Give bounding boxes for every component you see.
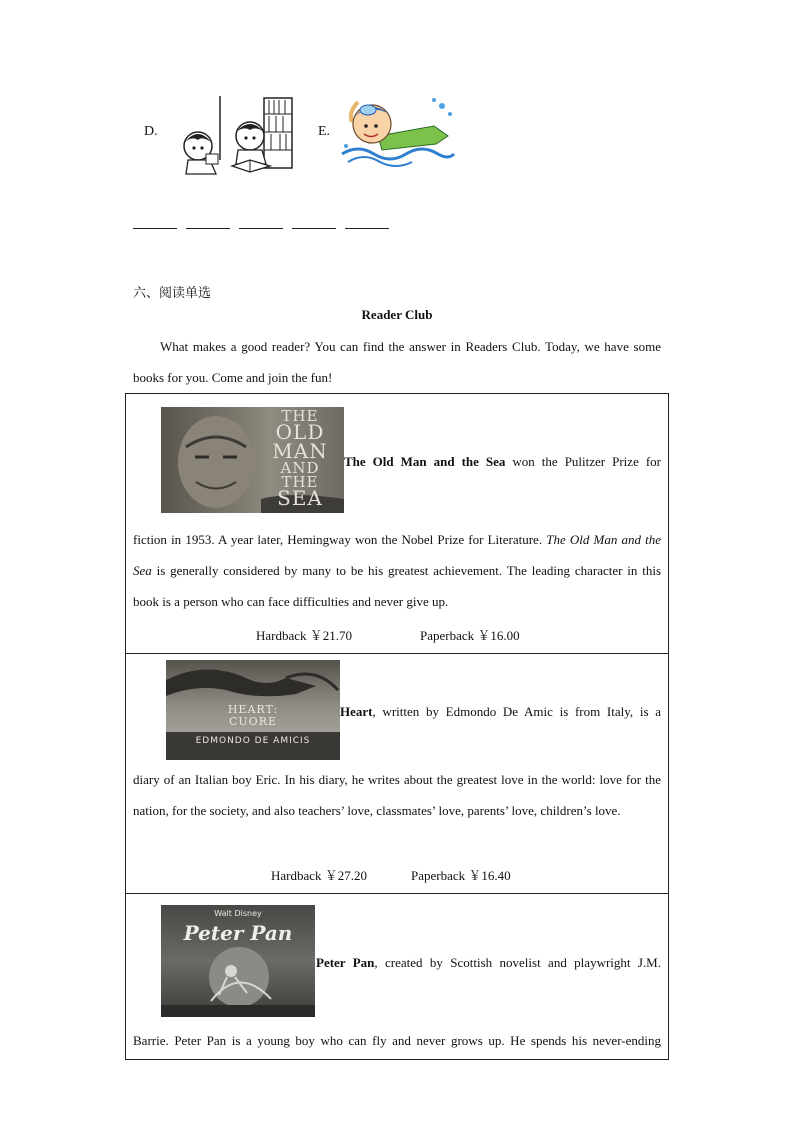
cover-word: HEART: (227, 703, 279, 716)
book1-lead (344, 446, 661, 477)
cover-word: THE (281, 407, 319, 425)
cover-studio: Walt Disney (214, 909, 262, 918)
book2-hardback-price: Hardback ￥27.20 (271, 868, 368, 883)
book1-title: The Old Man and the Sea (344, 454, 506, 469)
book1-body-b: is generally considered by many to be his greatest achievement. The leading character in this book is a person who can face difficulties and never give up. (133, 563, 661, 609)
answer-blank-5[interactable] (345, 228, 389, 229)
option-e-label: E. (318, 124, 331, 139)
cover-word: MAN (272, 439, 328, 463)
book1-paperback-price: Paperback ￥16.00 (420, 628, 520, 643)
book3-lead-text: , created by Scottish novelist and playwright J.M. (374, 955, 661, 970)
heart-cover (166, 660, 340, 760)
table-divider-2 (125, 893, 669, 894)
table-divider-1 (125, 653, 669, 654)
answer-blank-2[interactable] (186, 228, 230, 229)
book2-description: diary of an Italian boy Eric. In his diary, he writes about the greatest love in the world: love for the nation, for the society, and also teachers’ love, classmates’ love, parents’ love, children’s love. (133, 772, 661, 818)
reading-kids-illustration (176, 94, 298, 180)
book2-paperback-price: Paperback ￥16.40 (411, 868, 511, 883)
book1-italic-title: The Old Man and the Sea (133, 532, 661, 578)
book2-lead (340, 696, 661, 727)
option-d-label: D. (144, 124, 158, 139)
book1-body-a: fiction in 1953. A year later, Hemingway won the Nobel Prize for Literature. (133, 532, 547, 547)
cover-word: THE (281, 473, 319, 491)
book2-title: Heart (340, 704, 373, 719)
cover-author: EDMONDO DE AMICIS (195, 736, 311, 746)
answer-blank-3[interactable] (239, 228, 283, 229)
cover-word: OLD (275, 420, 325, 444)
book3-description: Barrie. Peter Pan is a young boy who can fly and never grows up. He spends his never-ending (133, 1033, 661, 1048)
book1-hardback-price: Hardback ￥21.70 (256, 628, 353, 643)
book1-description (133, 524, 661, 617)
cover-word: SEA (277, 486, 323, 510)
swimming-boy-illustration (338, 92, 458, 170)
cover-title: Peter Pan (183, 921, 293, 945)
answer-blank-4[interactable] (292, 228, 336, 229)
peter-pan-cover (161, 905, 315, 1017)
passage-intro: What makes a good reader? You can find the answer in Readers Club. Today, we have some books for you. Come and join the fun! (133, 339, 661, 385)
passage-title: Reader Club (361, 307, 433, 322)
book3-title: Peter Pan (316, 955, 375, 970)
cover-word: CUORE (228, 715, 278, 728)
book2-lead-text: , written by Edmondo De Amic is from Italy, is a (372, 704, 661, 719)
book1-lead-text: won the Pulitzer Prize for (505, 454, 661, 469)
section-title: 六、阅读单选 (133, 286, 212, 301)
cover-word: AND (280, 459, 320, 477)
book3-lead (316, 947, 661, 978)
answer-blank-1[interactable] (133, 228, 177, 229)
old-man-sea-cover (161, 407, 344, 513)
